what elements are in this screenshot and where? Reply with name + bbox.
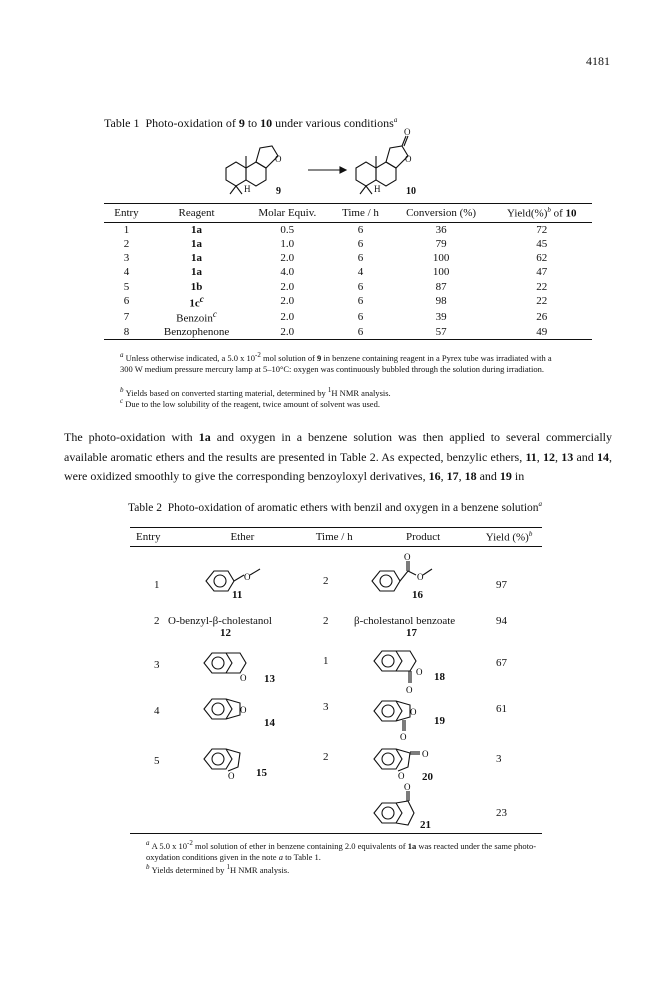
table1-row xyxy=(104,237,592,251)
table1-header-entry: Entry xyxy=(114,206,139,219)
para-seg-6: , were oxidized smoothly to give the corresponding benzoyloxyl derivatives, xyxy=(64,449,613,483)
body-paragraph xyxy=(64,428,612,487)
table1-footnote-a-cpd: 9 xyxy=(317,352,322,363)
para-seg-7: , xyxy=(440,469,447,483)
table2-body xyxy=(130,545,542,835)
para-cpd-1a: 1a xyxy=(198,430,211,444)
table2-footnote-a-text4: to Table 1. xyxy=(282,851,321,862)
table1-footnote-c-text: Due to the low solubility of the reagent, twice amount of solvent was used. xyxy=(125,398,380,409)
para-cpd-18: 18 xyxy=(464,469,477,483)
table1-cell-yield: 22 xyxy=(536,295,548,308)
table1-cell-reagent xyxy=(149,325,244,340)
table1-cell-conversion: 100 xyxy=(432,252,450,265)
table1-cell-reagent xyxy=(149,279,244,293)
table2-footnote-b-text: Yields determined by xyxy=(151,864,227,875)
table2-header-yield xyxy=(476,528,542,547)
table1-cell-entry: 2 xyxy=(123,237,130,250)
table1-caption-sup: a xyxy=(393,116,398,124)
table1-cell-reagent xyxy=(149,265,244,279)
table2-header-row xyxy=(130,528,542,547)
para-seg-3: , xyxy=(536,449,544,464)
table1-cell-entry: 6 xyxy=(123,295,130,308)
t2-row2-product-text: β-cholestanol benzoate xyxy=(354,615,456,627)
table1-header-yield-text: Yield(%) xyxy=(507,207,548,220)
table2-footnote-a-note: a xyxy=(278,851,283,862)
para-seg-8: , xyxy=(458,469,465,483)
table1-reagent-footnote-mark: c xyxy=(199,293,204,304)
table1-caption-mid: to xyxy=(244,116,261,130)
table1-cell-time: 6 xyxy=(357,295,364,308)
table1-cell-entry: 1 xyxy=(123,223,130,236)
table1-header-yield-cpd: 10 xyxy=(565,207,577,220)
table1-cell-equiv: 2.0 xyxy=(280,280,295,293)
t2-row1-entry: 1 xyxy=(154,579,160,591)
scheme-sm-h: H xyxy=(244,184,251,194)
t2-row1-product-carbonyl-o: O xyxy=(404,553,411,562)
table1-cell-yield: 62 xyxy=(536,252,548,265)
t2-row3-time: 1 xyxy=(323,655,329,667)
table1-footnote-b-text: Yields based on converted starting material, determined by xyxy=(125,387,328,398)
table2-footnote-b-text2: H NMR analysis. xyxy=(229,864,290,875)
t2-row5-ether-structure xyxy=(200,741,264,781)
table1-reagent-name: Benzophenone xyxy=(163,326,230,338)
para-seg-4: , xyxy=(555,449,562,464)
t2-row6-yield: 23 xyxy=(496,807,507,819)
table1-cell-time: 6 xyxy=(357,252,364,265)
t2-row4-yield: 61 xyxy=(496,703,507,715)
table1-cell-reagent xyxy=(149,251,244,265)
t2-row1-ether-label: 11 xyxy=(232,589,243,601)
table1-reagent-name: 1a xyxy=(191,237,203,250)
t2-row5-entry: 5 xyxy=(154,755,160,767)
table2-footnote-b-sup: 1 xyxy=(226,863,230,871)
para-cpd-13: 13 xyxy=(561,449,574,464)
table1-cell-conversion: 36 xyxy=(435,223,447,236)
table2-footnote-a-cpd: 1a xyxy=(407,840,417,851)
scheme-sm-label: 9 xyxy=(276,186,281,197)
t2-row5-time: 2 xyxy=(323,751,329,763)
table1-caption-end: under various conditions xyxy=(272,116,394,130)
t2-row5-product-ring-o: O xyxy=(398,771,405,781)
para-seg-10: in xyxy=(511,469,525,483)
scheme-sm-ring-a xyxy=(226,162,246,186)
t2-row3-ether-oxygen: O xyxy=(240,673,247,683)
table1-header-time: Time / h xyxy=(342,206,379,219)
t2-row5-ether-oxygen: O xyxy=(228,771,235,781)
table1-cell-yield: 26 xyxy=(536,311,548,324)
table2-header xyxy=(130,527,542,547)
table2-footnote-b-mark: b xyxy=(146,863,150,871)
table2-caption-label: Table 2 xyxy=(128,501,163,514)
page-number: 4181 xyxy=(586,54,610,68)
scheme-p-h: H xyxy=(374,184,381,194)
table1-cell-equiv: 4.0 xyxy=(280,266,295,279)
table1-cell-equiv: 2.0 xyxy=(280,326,295,338)
t2-row2-time: 2 xyxy=(323,615,329,627)
table1-cell-yield: 47 xyxy=(536,266,548,279)
table1-header-reagent: Reagent xyxy=(178,206,215,219)
t2-row1-time: 2 xyxy=(323,575,329,587)
table2-caption-sup: a xyxy=(538,500,543,508)
t2-row3-yield: 67 xyxy=(496,657,507,669)
table1 xyxy=(104,203,592,340)
t2-row2-product-label: 17 xyxy=(406,627,417,639)
table1-caption-to: 10 xyxy=(260,116,273,130)
t2-row3-product-label: 18 xyxy=(434,671,445,683)
t2-row5-ether-label: 15 xyxy=(256,767,267,779)
table1-row xyxy=(104,279,592,293)
table2-header-product: Product xyxy=(406,530,441,543)
t2-row3-product-ring-o: O xyxy=(416,667,423,677)
t2-row5-product-carbonyl-o: O xyxy=(422,749,429,759)
para-seg-1: The photo-oxidation with xyxy=(64,430,199,444)
table2-caption xyxy=(128,500,542,514)
t2-row4-ether-structure xyxy=(200,691,264,727)
table1-footnote-c-mark: c xyxy=(120,397,124,405)
table1-reagent-name: Benzoin xyxy=(176,312,213,325)
table1-header-equiv: Molar Equiv. xyxy=(258,206,317,219)
table1-footnote-a-mark: a xyxy=(120,351,124,359)
table1-header-yield-sup: b xyxy=(547,206,551,214)
table1-reagent-name: 1a xyxy=(191,223,203,236)
table1-footnote-b-mark: b xyxy=(120,386,124,394)
table1-row xyxy=(104,265,592,279)
table1-cell-equiv: 2.0 xyxy=(280,311,295,324)
table1-footnote-a-text: Unless otherwise indicated, a 5.0 x 10 xyxy=(125,352,255,363)
scheme-p-carbonyl-oxygen: O xyxy=(404,128,411,137)
table1-header-conversion: Conversion (%) xyxy=(406,206,477,219)
table1-body xyxy=(104,222,592,339)
table1-reagent-name: 1c xyxy=(189,297,200,310)
table1-reagent-name: 1b xyxy=(190,280,203,293)
t2-row4-product-label: 19 xyxy=(434,715,445,727)
table1-caption-label: Table 1 xyxy=(104,116,140,130)
table2-header-ether: Ether xyxy=(230,530,255,543)
table2-header-yield-text: Yield (%) xyxy=(485,531,529,544)
t2-row6-product-carbonyl-o: O xyxy=(404,783,411,792)
t2-row3-ether-label: 13 xyxy=(264,673,275,685)
table1-header-yield-suffix: of xyxy=(550,207,566,220)
para-seg-2: and oxygen in a benzene solution was then applied to several commercially available aromatic ethers and the results are presented in Table 2. As expected, benzylic ethers, xyxy=(64,430,613,464)
table2-header-time: Time / h xyxy=(315,530,353,543)
table1-row xyxy=(104,325,592,340)
table1-footnote-a-text3: in benzene containing reagent in a Pyrex tube was irradiated with a 300 W medium pressure mercury lamp at 5–10°C: oxygen was continuously bubbled through the solution during irradiation. xyxy=(120,352,552,374)
t2-row1-product-structure xyxy=(368,553,438,597)
scheme-p-ring-a xyxy=(356,162,376,186)
table1-cell-equiv: 2.0 xyxy=(280,295,295,308)
t2-row2-yield: 94 xyxy=(496,615,507,627)
table1-row xyxy=(104,294,592,310)
para-seg-5: and xyxy=(573,449,598,464)
table1-cell-time: 6 xyxy=(357,280,364,293)
table1-cell-entry: 3 xyxy=(123,252,130,265)
reaction-scheme-drawing xyxy=(216,128,446,198)
table1-footnote-a-text2: mol solution of xyxy=(260,352,318,363)
table1-cell-time: 6 xyxy=(357,237,364,250)
table1-cell-equiv: 2.0 xyxy=(280,252,295,265)
t2-row1-yield: 97 xyxy=(496,579,507,591)
table1-row xyxy=(104,251,592,265)
table1-cell-yield: 22 xyxy=(536,280,548,293)
table1-cell-yield: 45 xyxy=(536,237,548,250)
para-cpd-12: 12 xyxy=(543,449,556,464)
table2-header-yield-sup: b xyxy=(528,530,533,538)
table2-footnote-a-mark: a xyxy=(146,839,150,847)
table1-cell-reagent xyxy=(149,237,244,251)
table2-footnote-b xyxy=(146,862,546,876)
table2-header-entry: Entry xyxy=(136,530,161,543)
table1-cell-entry: 4 xyxy=(123,266,130,279)
t2-row4-ether-label: 14 xyxy=(264,717,275,729)
table2-footnote-a-exp: -2 xyxy=(187,839,193,847)
t2-row1-product-ester-o: O xyxy=(417,572,424,582)
table1-cell-time: 6 xyxy=(357,326,364,338)
t2-row1-product-label: 16 xyxy=(412,589,423,601)
table1-cell-conversion: 98 xyxy=(435,295,447,308)
table1-cell-conversion: 57 xyxy=(435,326,447,338)
para-cpd-11: 11 xyxy=(525,449,537,464)
t2-row3-product-carbonyl-o: O xyxy=(406,685,413,695)
table1-footnote-a-exp: -2 xyxy=(254,351,261,359)
table1-cell-time: 4 xyxy=(357,266,364,279)
t2-row2-ether-label: 12 xyxy=(220,627,231,639)
table2-bottom-rule xyxy=(130,833,542,834)
table2-footnote-a-text2: mol solution of ether in benzene containing 2.0 equivalents of xyxy=(192,840,408,851)
t2-row4-entry: 4 xyxy=(154,705,160,717)
para-cpd-19: 19 xyxy=(499,469,512,483)
table1-header-row xyxy=(104,204,592,223)
table1-caption-from: 9 xyxy=(238,116,245,130)
t2-row4-product-ring-o: O xyxy=(410,707,417,717)
table1-cell-entry: 8 xyxy=(123,326,130,338)
para-cpd-16: 16 xyxy=(428,469,441,483)
table1-reagent-name: 1a xyxy=(191,266,203,279)
reaction-scheme xyxy=(216,128,446,198)
t2-row4-ether-oxygen: O xyxy=(240,705,247,715)
table1-footnote-b-text2: H NMR analysis. xyxy=(331,387,391,398)
table2-caption-text: Photo-oxidation of aromatic ethers with benzil and oxygen in a benzene solution xyxy=(167,501,539,514)
table1-cell-time: 6 xyxy=(357,223,364,236)
table2-footnote-a-text: A 5.0 x 10 xyxy=(151,840,188,851)
t2-row2-entry: 2 xyxy=(154,615,160,627)
table1-footnote-c xyxy=(120,396,560,410)
t2-row3-entry: 3 xyxy=(154,659,160,671)
table1-reagent-name: 1a xyxy=(191,252,203,265)
table2-footnote-a xyxy=(146,838,546,863)
scheme-p-ring-oxygen: O xyxy=(405,154,412,164)
table1-row xyxy=(104,222,592,237)
table1-cell-equiv: 1.0 xyxy=(280,237,295,250)
t2-row1-ether-oxygen: O xyxy=(244,572,251,582)
table1-cell-reagent xyxy=(149,309,244,325)
table1-cell-yield: 49 xyxy=(536,326,548,338)
table1-cell-reagent xyxy=(149,294,244,310)
t2-row5-product-label: 20 xyxy=(422,771,433,783)
table1-cell-reagent xyxy=(149,222,244,237)
table1-cell-conversion: 79 xyxy=(435,237,447,250)
table1-cell-conversion: 100 xyxy=(432,266,450,279)
table1-footnote-b-sup: 1 xyxy=(327,386,332,394)
table1-header-yield xyxy=(492,204,592,223)
table1-caption-text: Photo-oxidation of xyxy=(145,116,239,130)
t2-row4-product-carbonyl-o: O xyxy=(400,732,407,742)
table1-cell-entry: 7 xyxy=(123,311,130,324)
para-seg-9: and xyxy=(476,469,500,483)
table1-cell-equiv: 0.5 xyxy=(280,223,295,236)
scheme-p-label: 10 xyxy=(406,186,416,197)
t2-row4-time: 3 xyxy=(323,701,329,713)
table1-cell-yield: 72 xyxy=(536,223,548,236)
table1-reagent-footnote-mark: c xyxy=(212,309,217,320)
t2-row3-ether-structure xyxy=(200,645,264,685)
t2-row4-product-structure xyxy=(370,693,434,743)
t2-row2-ether-text: O-benzyl-β-cholestanol xyxy=(168,615,272,627)
table2-footnote-a-text3: was reacted under the same photo-oxydation conditions given in the note xyxy=(146,840,537,862)
t2-row3-product-structure xyxy=(370,643,434,697)
table1-cell-conversion: 39 xyxy=(435,311,447,324)
para-cpd-14: 14 xyxy=(597,449,610,464)
t2-row6-product-label: 21 xyxy=(420,819,431,831)
table1-cell-time: 6 xyxy=(357,311,364,324)
t2-row5-yield: 3 xyxy=(496,753,502,765)
table1-cell-entry: 5 xyxy=(123,280,130,293)
table1-cell-conversion: 87 xyxy=(435,280,447,293)
table1-footnote-a xyxy=(120,350,560,375)
table1-row xyxy=(104,309,592,325)
para-cpd-17: 17 xyxy=(446,469,459,483)
scheme-sm-oxygen: O xyxy=(275,154,282,164)
